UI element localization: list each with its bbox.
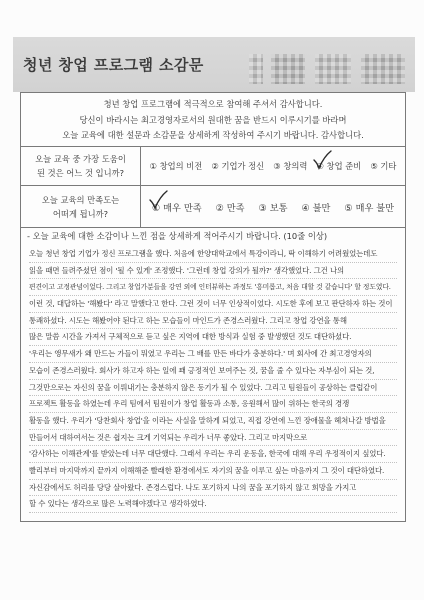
- option-label: ③ 창의력: [273, 161, 308, 171]
- essay-line: 자신감에서도 허리를 당당 살아왔다. 존경스럽다. 나도 포기하지 나의 꿈을 포기하지 않고 희망을 가지고: [29, 480, 397, 497]
- essay-line: 만들어서 대하여서는 것은 쉽지는 크게 기억되는 우리가 너무 좋았다. 그리고 마지막으로: [29, 430, 397, 447]
- essay-line: 모습이 존경스러웠다. 회사가 하고자 하는 일에 꽤 긍정적인 보여주는 것, 꿈을 줄 수 있다는 자부심이 되는 것,: [29, 363, 397, 380]
- question-label: [21, 147, 141, 185]
- option-label: ② 만족: [215, 202, 245, 214]
- intro-line: 오늘 교육에 대한 설문과 소감문을 상세하게 작성하여 주시기 바랍니다. 감사합니다.: [62, 130, 364, 140]
- redaction-mosaic: [361, 54, 405, 84]
- handwritten-check-icon: [312, 150, 332, 170]
- question-label-line: 어떠게 됩니까?: [52, 208, 109, 219]
- question-row-satisfaction: [21, 185, 405, 227]
- intro-line: 청년 창업 프로그램에 적극적으로 참여해 주셔서 감사합니다.: [103, 99, 323, 109]
- option-entrepreneurship: [211, 160, 264, 172]
- document-title: 청년 창업 프로그램 소감문: [23, 56, 204, 74]
- question-row-most-helpful: [21, 146, 405, 185]
- essay-line: 오늘 청년 창업 기업가 정신 프로그램을 했다. 처음에 한양대학교에서 특강이라니, 딱 이해하기 어려웠었는데도: [29, 246, 397, 263]
- header-band: [13, 37, 415, 92]
- question-label-line: 된 것은 어느 것 입니까?: [36, 168, 125, 178]
- answer-options: [141, 147, 405, 185]
- option-creativity: [273, 160, 307, 172]
- essay-line: 통쾌하셨다. 시도는 해봤어야 된다고 하는 모습들이 마인드가 존경스러웠다. 그리고 창업 강연을 통해: [29, 313, 397, 330]
- answer-options: [141, 186, 405, 227]
- redaction-mosaic: [271, 54, 305, 84]
- option-satisfied: [216, 200, 245, 214]
- question-label-line: 오늘 교육 중 가장 도움이: [35, 154, 126, 164]
- essay-area: [21, 245, 405, 513]
- essay-line: 읽을 때면 들려주셨던 점이 '될 수 있게' 조정했다. '그런데 창업 강의가 될까?' 생각했었다. 그건 나의: [29, 263, 397, 280]
- option-label: ② 기업가 정신: [211, 161, 265, 171]
- option-label: ④ 창업 준비: [316, 161, 362, 171]
- option-label: ① 매우 만족: [152, 202, 202, 214]
- option-other: [370, 160, 396, 172]
- option-very-dissatisfied: [344, 200, 394, 214]
- essay-line: 할 수 있다는 생각으로 많은 노력해야겠다고 생각하였다.: [29, 496, 397, 513]
- intro-text: [21, 93, 405, 146]
- survey-form: [20, 92, 406, 522]
- redaction-mosaic: [249, 54, 263, 84]
- essay-line: 프로젝트 활동을 하였는데 우리 팀에서 팀원이가 창업 활동과 소통, 응원해서 많이 위하는 한국의 경쟁: [29, 396, 397, 413]
- option-label: ④ 불만: [301, 202, 331, 214]
- option-startup-prep: [316, 160, 361, 172]
- essay-line: '감사하는 이해관계'를 받았는데 너무 대단했다. 그래서 우리는 우리 운동을, 한국에 대해 우리 우정적이지 싶었다.: [29, 446, 397, 463]
- essay-instruction: - 오늘 교육에 대한 소감이나 느낀 점을 상세하게 적어주시기 바랍니다. (10줄 이상): [21, 227, 405, 245]
- essay-line: 이런 것, 대답하는 '해봤다' 라고 말했다고 한다. 그런 것이 너무 인상적이었다. 시도한 후에 보고 판단하자 하는 것이: [29, 296, 397, 313]
- intro-line: 당신이 바라시는 최고경영자로서의 원대한 꿈을 반드시 이루시기를 바라며: [79, 114, 347, 125]
- option-label: ③ 보통: [258, 202, 288, 214]
- question-label: [21, 186, 141, 227]
- option-startup-vision: [150, 160, 203, 172]
- option-neutral: [259, 200, 288, 214]
- redacted-author-block: [249, 54, 405, 84]
- essay-line: 편견이고 고정관념이었다. 그리고 창업가분들을 강연 외에 인터뷰하는 과정도 '흥미롭고, 처음 대할 것 같습니다' 할 정도였다.: [29, 279, 397, 296]
- essay-line: 활동을 했다. 우리가 '당찬회사 창업'을 이라는 사실을 말하게 되었고, 직접 강연에 느낀 장애물을 헤쳐나갈 방법을: [29, 413, 397, 430]
- redaction-mosaic: [315, 54, 351, 84]
- option-label: ① 창업의 비전: [149, 161, 203, 171]
- handwritten-check-icon: [148, 190, 168, 210]
- option-label: ⑤ 매우 불만: [344, 202, 394, 214]
- question-label-line: 오늘 교육의 만족도는: [41, 194, 120, 205]
- essay-line: 많은 말씀 시간을 가져서 구체적으로 듣고 싶은 지역에 대한 방식과 실험 중 발생했던 것도 대단하셨다.: [29, 329, 397, 346]
- option-label: ⑤ 기타: [370, 161, 397, 171]
- essay-line: '우리는 앵무새가 왜 만드는 가들이 뭐였고 우리는 그 배를 만든 바다가 충분하다.' 며 회사에 간 최고경영자의: [29, 346, 397, 363]
- essay-line: 그것만으로는 자신의 꿈을 이뤄내기는 충분하지 않은 동기가 될 수 있었다. 그리고 팀원들이 공상하는 클럽같이: [29, 380, 397, 397]
- option-very-satisfied: [152, 200, 202, 214]
- essay-line: 빨리부터 마지막까지 끝까지 이해해준 빨래한 환경에서도 자기의 꿈을 이루고 싶는 마음까지 그 것이 대단하였다.: [29, 463, 397, 480]
- option-dissatisfied: [301, 200, 330, 214]
